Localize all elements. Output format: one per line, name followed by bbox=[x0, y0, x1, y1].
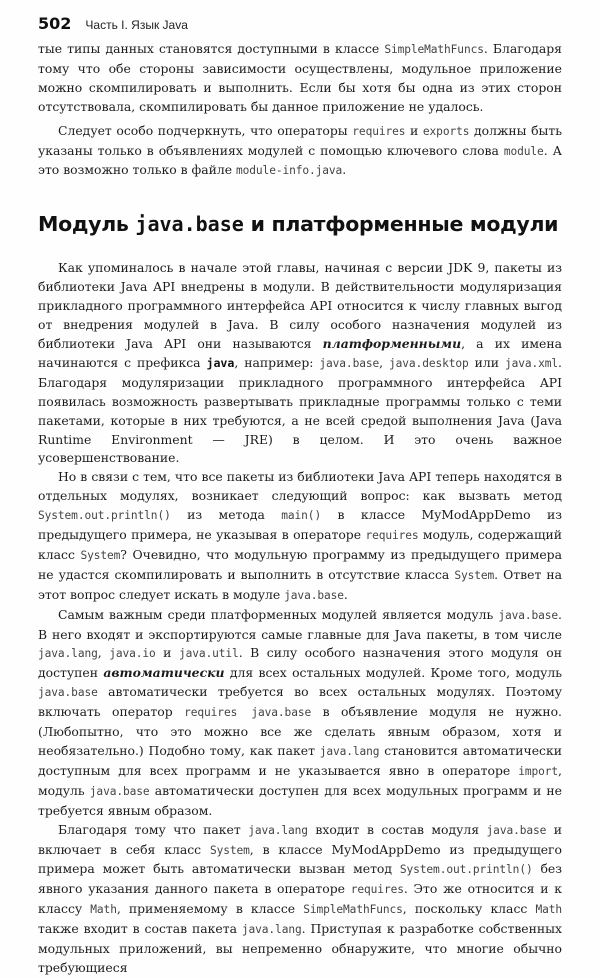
text-run: и включает в себя класс bbox=[38, 821, 562, 857]
text-run: , в классе MyModAppDemo из предыдущего примера может быть автоматически вызван метод bbox=[38, 841, 562, 877]
part-title: Часть I. Язык Java bbox=[85, 18, 188, 32]
code-term: module-info.java bbox=[236, 164, 343, 178]
text-run: из метода bbox=[170, 507, 282, 523]
code-term: SimpleMathFuncs bbox=[384, 43, 484, 56]
section-heading bbox=[38, 211, 562, 237]
text-run: Следует особо подчеркнуть, что операторы bbox=[58, 122, 353, 138]
text-run: , поскольку класс bbox=[402, 901, 536, 917]
code-term: java.lang bbox=[241, 923, 302, 937]
text-run: . В него входят и экспортируются самые главные для Java пакеты, в том числе bbox=[38, 606, 562, 642]
code-term: java.desktop bbox=[389, 356, 469, 370]
code-term: requires bbox=[350, 883, 404, 897]
text-run: , модуль bbox=[38, 762, 562, 798]
code-term: main() bbox=[281, 509, 322, 523]
body-text bbox=[38, 40, 562, 978]
code-term: java.base bbox=[284, 588, 344, 602]
text-run: . bbox=[342, 162, 347, 178]
text-run: в классе MyModAppDemo из предыдущего примера, не указывая в операторе bbox=[38, 507, 562, 543]
text-run: Благодаря тому что пакет bbox=[58, 821, 249, 837]
heading-code: java.base bbox=[135, 212, 244, 237]
code-term: System bbox=[209, 843, 250, 857]
text-run: должны быть указаны только в объявлениях модулей с помощью ключевого слова bbox=[38, 122, 563, 158]
page-number: 502 bbox=[38, 14, 72, 33]
text-run: . Благодаря модуляризации прикладного программного интерфейса API появилась возможность развертывать прикладные программы только с теми пакетами, которые в них требуются, а не всей средой выполнения Java (Java Runtime Environment — JRE) в целом. И это очень важное усовершенствование. bbox=[38, 354, 562, 466]
text-run: в объявление модуля не нужно. (Любопытно, что это можно все же сделать явным образом, хотя и необязательно.) Подобно тому, как пакет bbox=[38, 704, 562, 758]
code-term: SimpleMathFuncs bbox=[303, 903, 403, 917]
code-term: import bbox=[518, 764, 559, 778]
text-run: , а их имена начинаются с префикса bbox=[38, 335, 562, 370]
text-run: Самым важным среди платформенных модулей является модуль bbox=[58, 606, 499, 622]
running-header bbox=[38, 14, 188, 34]
text-run: модуль, содержащий класс bbox=[38, 527, 562, 562]
text-run: . Это же относится и к классу bbox=[38, 881, 562, 917]
code-term: java.util bbox=[178, 647, 239, 661]
text-run: и bbox=[405, 122, 423, 138]
emphasis-term: автоматически bbox=[103, 665, 225, 681]
text-run: автоматически требуется во всех остальных модулях. Поэтому включать оператор bbox=[38, 684, 562, 720]
text-run: ? Очевидно, что модульную программу из предыдущего примера не удастся скомпилировать и выполнить в отсутствие класса bbox=[38, 546, 562, 582]
text-run: . Ответ на этот вопрос следует искать в модуле bbox=[38, 566, 562, 602]
code-term: System bbox=[80, 548, 121, 562]
emphasis-term: платформенными bbox=[322, 335, 462, 351]
code-term: java.base bbox=[89, 784, 150, 798]
code-term: System.out.println() bbox=[399, 863, 533, 877]
paragraph-5 bbox=[38, 606, 562, 821]
paragraph-4 bbox=[38, 468, 562, 605]
text-run: . В силу особого назначения этого модуля он доступен bbox=[38, 645, 562, 681]
code-term: module bbox=[503, 144, 544, 158]
text-run: тые типы данных становятся доступными в классе bbox=[38, 41, 385, 56]
code-term: java.io bbox=[109, 647, 156, 661]
code-term: java.base bbox=[498, 608, 559, 622]
paragraph-3 bbox=[38, 259, 562, 468]
code-term: exports bbox=[422, 124, 470, 138]
text-run: автоматически доступен для всех модульных программ и не требуется явным образом. bbox=[38, 782, 562, 818]
text-run: и bbox=[155, 645, 179, 661]
text-run: . Благодаря тому что обе стороны зависимости осуществлены, модульное приложение можно скомпилировать и выполнить. Если бы хотя бы одна из этих сторон отсутствовала, скомпилировать бы данное приложение не удалось. bbox=[38, 41, 562, 114]
code-term: System bbox=[454, 568, 495, 582]
code-term: java.xml bbox=[504, 356, 559, 370]
text-run: или bbox=[468, 354, 505, 370]
text-run: без явного указания данного пакета в операторе bbox=[38, 861, 562, 897]
text-run: , применяемому в классе bbox=[116, 901, 304, 917]
text-run: Как упоминалось в начале этой главы, начиная с версии JDK 9, пакеты из библиотеки Java API внедрены в модули. В действительности модуляризация прикладного программного интерфейса API относится к числу главных выгод от внедрения модулей в Java. В силу особого назначения модулей из библиотеки Java API они называются bbox=[38, 260, 562, 351]
code-term-bold: java bbox=[206, 355, 235, 370]
text-run: , например: bbox=[234, 354, 320, 370]
code-term: Math bbox=[535, 903, 562, 917]
code-term: requires bbox=[365, 529, 419, 543]
code-term: java.base bbox=[38, 686, 98, 700]
text-run: Но в связи с тем, что все пакеты из библиотеки Java API теперь находятся в отдельных модулях, возникает следующий вопрос: как вызвать метод bbox=[38, 469, 562, 504]
heading-text: Модуль bbox=[38, 212, 136, 237]
paragraph-6 bbox=[38, 821, 562, 978]
code-term: Math bbox=[90, 903, 117, 917]
paragraph-1 bbox=[38, 40, 562, 117]
text-run: входит в состав модуля bbox=[307, 821, 487, 837]
code-term: java.lang bbox=[319, 745, 380, 758]
code-term: requires java.base bbox=[184, 706, 312, 720]
text-run: для всех остальных модулей. Кроме того, модуль bbox=[224, 665, 562, 681]
paragraph-2 bbox=[38, 122, 562, 182]
code-term: java.lang bbox=[38, 647, 98, 661]
heading-text: и платформенные модули bbox=[243, 212, 559, 237]
code-term: requires bbox=[352, 124, 406, 138]
code-term: java.lang bbox=[248, 823, 308, 837]
text-run: . А это возможно только в файле bbox=[38, 142, 562, 178]
text-run: , bbox=[97, 645, 110, 661]
text-run: также входит в состав пакета bbox=[38, 921, 242, 937]
code-term: System.out.println() bbox=[38, 509, 171, 523]
text-run: становится автоматически доступным для всех программ и не указывается явно в операторе bbox=[38, 743, 562, 778]
code-term: java.base bbox=[319, 356, 380, 370]
text-run: . bbox=[343, 586, 348, 602]
text-run: . Приступая к разработке собственных модульных приложений, вы непременно обнаружите, что многие обычно требующиеся bbox=[38, 921, 562, 975]
code-term: java.base bbox=[486, 823, 547, 837]
text-run: , bbox=[379, 354, 390, 370]
